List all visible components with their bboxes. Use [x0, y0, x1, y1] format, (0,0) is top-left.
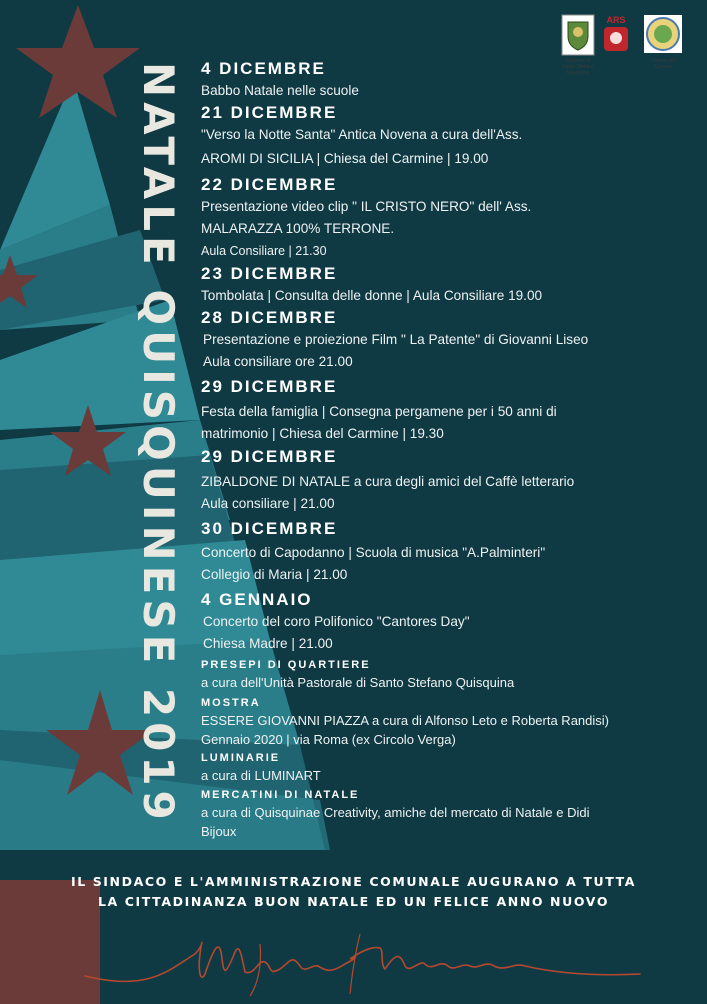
greeting-line: IL SINDACO E L'AMMINISTRAZIONE COMUNALE AUGURANO A TUTTA	[70, 874, 637, 889]
event-item	[201, 58, 681, 102]
event-item	[201, 174, 681, 262]
event-line: "Verso la Notte Santa" Antica Novena a cura dell'Ass.	[201, 127, 523, 142]
event-date: 4 DICEMBRE	[201, 59, 326, 78]
event-line: Concerto del coro Polifonico "Cantores Day"	[203, 614, 470, 629]
event-line: Aula consiliare | 21.00	[201, 496, 335, 511]
section-title: MERCATINI DI NATALE	[201, 789, 360, 801]
comune-caption: Comune di Santo Stefano Quisquina	[562, 58, 594, 76]
comune-crest-icon	[561, 14, 595, 56]
event-item	[201, 589, 681, 655]
event-line: AROMI DI SICILIA | Chiesa del Carmine | 19.00	[201, 151, 489, 166]
greeting-line: LA CITTADINANZA BUON NATALE ED UN FELICE ANNO NUOVO	[97, 894, 610, 909]
section-line: Bijoux	[201, 824, 237, 839]
section-item	[201, 658, 681, 692]
section-line: a cura di Quisquinae Creativity, amiche del mercato di Natale e Didi	[201, 805, 590, 820]
section-line: a cura dell'Unità Pastorale di Santo Stefano Quisquina	[201, 675, 515, 690]
event-date: 23 DICEMBRE	[201, 264, 338, 283]
event-line: ZIBALDONE DI NATALE a cura degli amici del Caffè letterario	[201, 474, 575, 489]
event-line: Presentazione video clip " IL CRISTO NERO" dell' Ass.	[201, 199, 532, 214]
event-item	[201, 307, 681, 373]
events-list	[201, 58, 681, 841]
event-item	[201, 102, 681, 170]
event-date: 22 DICEMBRE	[201, 175, 338, 194]
poster-title: NATALE QUISQUINESE 2019	[134, 62, 183, 825]
event-date: 28 DICEMBRE	[201, 308, 338, 327]
event-date: 21 DICEMBRE	[201, 103, 338, 122]
event-item	[201, 376, 681, 445]
event-item	[201, 263, 681, 307]
section-line: ESSERE GIOVANNI PIAZZA a cura di Alfonso Leto e Roberta Randisi)	[201, 713, 609, 728]
event-date: 30 DICEMBRE	[201, 519, 338, 538]
ars-eagle-icon	[603, 26, 629, 52]
event-line: Festa della famiglia | Consegna pergamene per i 50 anni di	[201, 404, 557, 419]
event-item	[201, 518, 681, 586]
section-item	[201, 696, 681, 749]
event-line: Concerto di Capodanno | Scuola di musica "A.Palminteri"	[201, 545, 546, 560]
vertical-title	[128, 62, 188, 832]
section-item	[201, 788, 681, 841]
event-line: Aula Consiliare | 21.30	[201, 244, 327, 258]
greeting-message	[0, 872, 707, 912]
event-line: matrimonio | Chiesa del Carmine | 19.30	[201, 426, 444, 441]
merry-christmas-signature	[0, 914, 707, 1004]
section-line: a cura di LUMINART	[201, 768, 321, 783]
section-title: PRESEPI DI QUARTIERE	[201, 659, 371, 671]
event-line: MALARAZZA 100% TERRONE.	[201, 221, 395, 236]
unione-comuni-logo-icon	[643, 14, 683, 54]
event-line: Collegio di Maria | 21.00	[201, 567, 348, 582]
event-line: Tombolata | Consulta delle donne | Aula Consiliare 19.00	[201, 288, 543, 303]
section-title: MOSTRA	[201, 697, 261, 709]
ars-logo: ARS	[603, 14, 629, 54]
event-line: Babbo Natale nelle scuole	[201, 83, 359, 98]
event-item	[201, 446, 681, 515]
section-line: Gennaio 2020 | via Roma (ex Circolo Verga)	[201, 732, 456, 747]
event-date: 29 DICEMBRE	[201, 377, 338, 396]
section-title: LUMINARIE	[201, 752, 281, 764]
event-date: 4 GENNAIO	[201, 590, 313, 609]
unione-caption: Unione dei Comuni	[651, 58, 675, 70]
event-line: Chiesa Madre | 21.00	[203, 636, 333, 651]
section-item	[201, 751, 681, 785]
event-date: 29 DICEMBRE	[201, 447, 338, 466]
event-line: Presentazione e proiezione Film " La Patente" di Giovanni Liseo	[203, 332, 589, 347]
event-line: Aula consiliare ore 21.00	[203, 354, 353, 369]
